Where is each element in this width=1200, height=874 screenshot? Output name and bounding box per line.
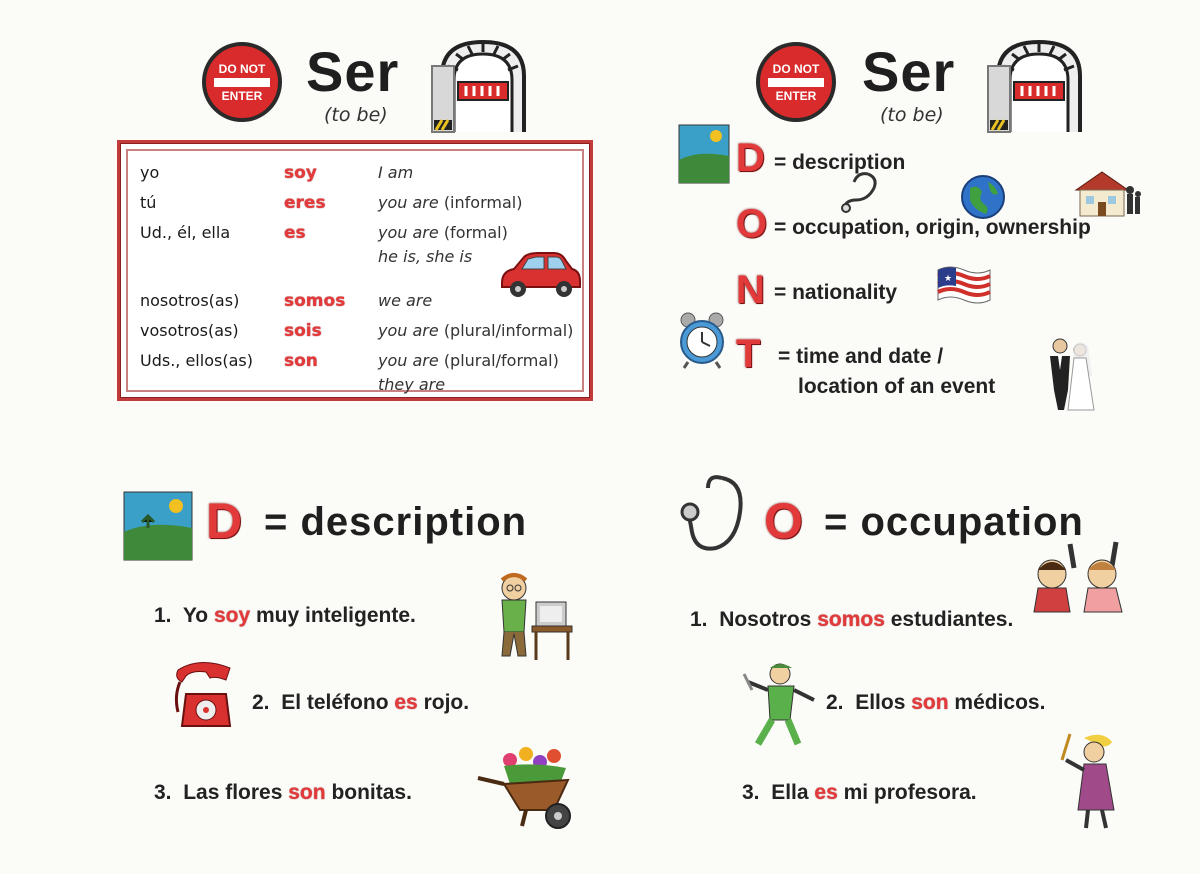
sign-text-bottom: ENTER (221, 88, 263, 103)
pronoun: Ud., él, ella (140, 223, 231, 242)
verb-form: es (284, 223, 306, 243)
translation-text: you are (378, 351, 439, 370)
sentence-subject: Yo (182, 604, 209, 627)
sentence-verb: son (288, 781, 326, 804)
pronoun: yo (140, 163, 160, 182)
sentence-number: 2. (826, 691, 844, 714)
sentence-predicate: bonitas. (331, 781, 412, 804)
translation-note: (formal) (443, 223, 508, 242)
sentence-predicate: mi profesora. (843, 781, 977, 804)
sentence-subject: Ellos (855, 691, 906, 714)
translation-note: (plural/informal) (443, 321, 574, 340)
sentence-subject: Ella (771, 781, 809, 804)
sentence-predicate: estudiantes. (890, 608, 1014, 631)
sentence-verb: somos (817, 608, 885, 631)
doctor-running-icon (734, 660, 824, 748)
sentence-verb: soy (213, 604, 251, 627)
sentence-number: 1. (154, 604, 172, 627)
dont-location-of-event: location of an event (798, 375, 996, 398)
verb-form: somos (284, 291, 346, 311)
letter-o: O (736, 202, 768, 246)
translation-text: I am (378, 163, 414, 182)
translation-text: you are (378, 193, 439, 212)
section-letter-o: O (764, 493, 803, 549)
alarm-clock-icon (678, 312, 726, 370)
description-sentence-2 (252, 691, 469, 715)
sentence-verb: es (394, 691, 418, 714)
translation-note: (informal) (443, 193, 523, 212)
letter-t: T (736, 332, 761, 376)
sentence-predicate: médicos. (954, 691, 1046, 714)
occupation-sentence-3 (742, 781, 977, 805)
bride-and-groom-icon (1046, 336, 1096, 412)
tunnel-entrance-icon (428, 36, 538, 136)
verb-form: son (284, 351, 318, 371)
verb-form: eres (284, 193, 326, 213)
translation-text: you are (378, 223, 439, 242)
sentence-number: 3. (742, 781, 760, 804)
translation (378, 351, 559, 370)
red-car-icon (498, 249, 582, 299)
pronoun: nosotros(as) (140, 291, 240, 310)
section-letter-d: D (206, 493, 243, 549)
translation (378, 223, 508, 242)
pronoun: Uds., ellos(as) (140, 351, 253, 370)
sentence-subject: El teléfono (281, 691, 389, 714)
landscape-picture-icon (678, 124, 730, 184)
red-telephone-icon (160, 656, 240, 736)
dont-occupation-origin-ownership: = occupation, origin, ownership (774, 216, 1091, 239)
letter-d: D (736, 136, 765, 180)
sentence-subject: Nosotros (719, 608, 812, 631)
translation-text: you are (378, 321, 439, 340)
dont-nationality: = nationality (774, 281, 898, 304)
student-at-computer-icon (490, 570, 582, 666)
sentence-verb: son (911, 691, 949, 714)
page-subtitle: (to be) (880, 104, 944, 126)
conjugation-table (117, 140, 593, 401)
dont-description: = description (774, 151, 906, 174)
description-title: = description (264, 500, 528, 544)
sign-text-top: DO NOT (218, 61, 266, 76)
globe-icon (960, 174, 1006, 220)
sentence-subject: Las flores (183, 781, 283, 804)
occupation-sentence-2 (826, 691, 1045, 715)
description-sentence-1 (154, 604, 416, 628)
translation-text: we are (378, 291, 433, 310)
occupation-title: = occupation (824, 500, 1084, 544)
flower-wheelbarrow-icon (474, 744, 578, 834)
flag-icon (936, 264, 992, 306)
dont-time-and-date: = time and date / (778, 345, 944, 368)
sentence-verb: es (814, 781, 838, 804)
conjugation-table-inner (126, 149, 584, 392)
sentence-predicate: muy inteligente. (255, 604, 416, 627)
house-with-family-icon (1072, 168, 1142, 218)
sign-text-top: DO NOT (772, 61, 820, 76)
page-title: Ser (306, 40, 400, 103)
page-title: Ser (862, 40, 956, 103)
sentence-predicate: rojo. (423, 691, 470, 714)
occupation-sentence-1 (690, 608, 1013, 632)
description-sentence-3 (154, 781, 412, 805)
pronoun: tú (140, 193, 157, 212)
teacher-with-pointer-icon (1050, 730, 1130, 834)
verb-form: sois (284, 321, 322, 341)
page-subtitle: (to be) (324, 104, 388, 126)
translation-line2: they are (378, 375, 446, 394)
letter-n: N (736, 268, 765, 312)
students-raising-hands-icon (1030, 540, 1140, 614)
stethoscope-icon (678, 472, 750, 560)
translation (378, 163, 413, 182)
do-not-enter-sign-icon (756, 42, 836, 122)
stethoscope-icon (838, 170, 882, 214)
tunnel-entrance-icon (984, 36, 1094, 136)
sign-text-bottom: ENTER (775, 88, 817, 103)
pronoun: vosotros(as) (140, 321, 239, 340)
translation-note: (plural/formal) (443, 351, 559, 370)
translation (378, 193, 522, 212)
sentence-number: 3. (154, 781, 172, 804)
sentence-number: 2. (252, 691, 270, 714)
translation (378, 291, 432, 310)
svg-text:★: ★ (944, 274, 953, 284)
landscape-picture-icon (122, 490, 194, 562)
sentence-number: 1. (690, 608, 708, 631)
translation (378, 321, 573, 340)
do-not-enter-sign-icon (202, 42, 282, 122)
translation-line2: he is, she is (378, 247, 473, 266)
verb-form: soy (284, 163, 317, 183)
